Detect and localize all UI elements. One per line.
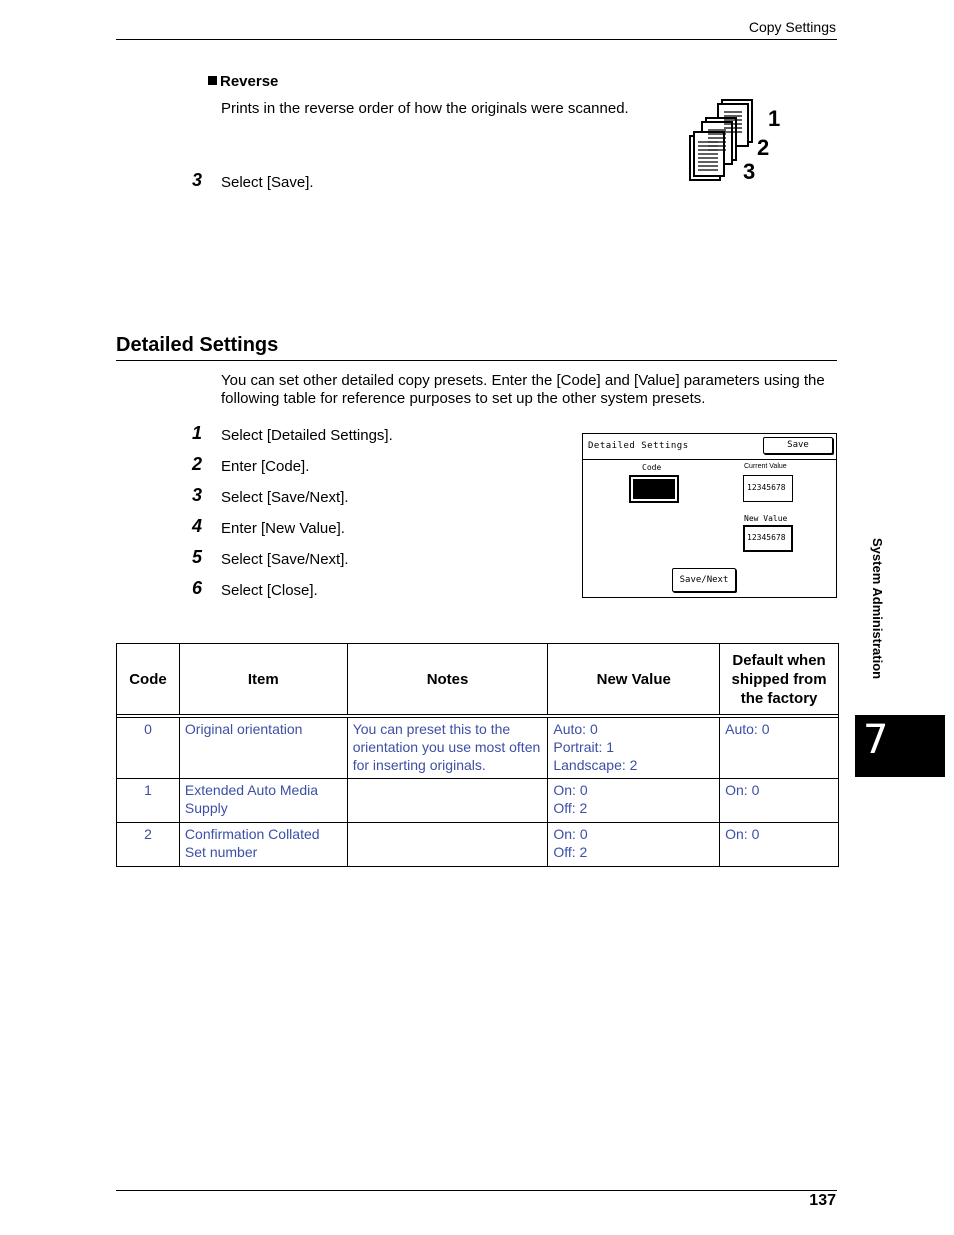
step-number: 6	[192, 578, 203, 598]
code-input[interactable]	[629, 475, 679, 503]
step-text: Enter [Code].	[221, 458, 310, 475]
step-number: 5	[192, 547, 203, 567]
reverse-heading	[208, 73, 278, 90]
new-value-line: Off: 2	[553, 800, 588, 816]
header-code: Code	[117, 644, 180, 715]
cell-code: 1	[117, 779, 180, 823]
section-divider	[116, 360, 837, 361]
detailed-settings-screen	[582, 433, 837, 598]
step-text: Select [Save].	[221, 174, 314, 191]
step-text: Select [Detailed Settings].	[221, 427, 393, 444]
screen-title: Detailed Settings	[588, 441, 689, 451]
reverse-heading-text: Reverse	[220, 73, 279, 90]
cell-notes	[347, 823, 548, 867]
table-header-row	[117, 644, 839, 715]
section-title: Detailed Settings	[116, 334, 279, 356]
new-value-line: Portrait: 1	[553, 739, 615, 755]
table-row	[117, 823, 839, 867]
step-text: Select [Save/Next].	[221, 551, 349, 568]
cell-new-value	[548, 823, 720, 867]
section-intro: You can set other detailed copy presets. Enter the [Code] and [Value] parameters using the following table for reference purposes to set up the other system presets.	[221, 372, 825, 407]
step-number: 3	[192, 170, 203, 190]
cell-default: On: 0	[720, 779, 839, 823]
new-value-text: 12345678	[747, 533, 786, 542]
table-row	[117, 718, 839, 779]
new-value-line: Landscape: 2	[553, 757, 638, 773]
cell-code: 0	[117, 718, 180, 779]
table-row	[117, 779, 839, 823]
cell-item: Confirmation Collated Set number	[179, 823, 347, 867]
side-chapter-label	[868, 538, 886, 708]
step-text: Enter [New Value].	[221, 520, 345, 537]
cell-code: 2	[117, 823, 180, 867]
chapter-tab	[855, 715, 945, 777]
chapter-number: 7	[863, 717, 889, 763]
reverse-icon-digit-1: 1	[768, 106, 781, 131]
page-number: 137	[809, 1192, 836, 1209]
reverse-description: Prints in the reverse order of how the originals were scanned.	[221, 100, 629, 117]
cell-notes	[347, 779, 548, 823]
detailed-settings-table	[116, 643, 839, 867]
cell-new-value	[548, 718, 720, 779]
step-number: 1	[192, 423, 203, 443]
current-value-field	[743, 475, 793, 502]
side-chapter-label-text: System Administration	[870, 538, 885, 680]
header-new-value: New Value	[548, 644, 720, 715]
step-text: Select [Save/Next].	[221, 489, 349, 506]
header-item: Item	[179, 644, 347, 715]
code-label: Code	[642, 463, 662, 472]
cell-new-value	[548, 779, 720, 823]
new-value-line: On: 0	[553, 782, 588, 798]
screen-titlebar	[583, 434, 836, 460]
new-value-input[interactable]	[743, 525, 793, 552]
new-value-label: New Value	[744, 514, 788, 523]
current-value-label: Current Value	[744, 463, 787, 470]
step-number: 4	[192, 516, 203, 536]
running-header: Copy Settings	[748, 19, 836, 35]
current-value-text: 12345678	[747, 483, 786, 492]
cell-default: On: 0	[720, 823, 839, 867]
cell-notes: You can preset this to the orientation you use most often for inserting originals.	[347, 718, 548, 779]
new-value-line: On: 0	[553, 826, 588, 842]
save-next-button[interactable]: Save/Next	[672, 568, 736, 592]
header-default: Default when shipped from the factory	[720, 644, 839, 715]
bullet-square-icon	[208, 76, 217, 85]
step-text: Select [Close].	[221, 582, 318, 599]
step-number: 2	[192, 454, 203, 474]
step-number: 3	[192, 485, 203, 505]
footer-divider	[116, 1190, 837, 1191]
reverse-icon-digit-3: 3	[743, 159, 756, 184]
cell-default: Auto: 0	[720, 718, 839, 779]
reverse-icon-digit-2: 2	[757, 135, 770, 160]
header-divider	[116, 39, 837, 40]
cell-item: Original orientation	[179, 718, 347, 779]
new-value-line: Off: 2	[553, 844, 588, 860]
header-notes: Notes	[347, 644, 548, 715]
cell-item: Extended Auto Media Supply	[179, 779, 347, 823]
save-button[interactable]: Save	[763, 437, 833, 454]
new-value-line: Auto: 0	[553, 721, 598, 737]
code-input-fill	[633, 479, 675, 499]
